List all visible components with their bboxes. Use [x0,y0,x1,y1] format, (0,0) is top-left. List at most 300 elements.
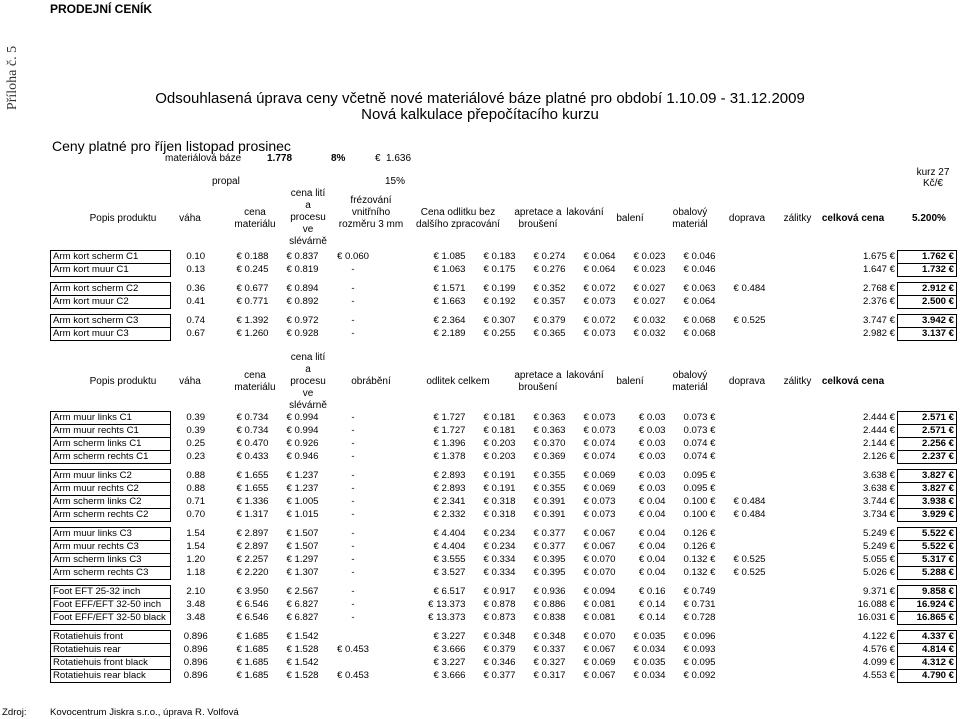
price-cell: € 0.878 [483,599,516,610]
material-base-value: 1.778 [267,153,293,164]
price-cell: € 0.276 [533,264,566,275]
t2-header-weight: váha [179,376,201,387]
price-cell: € 1.378 [433,451,466,462]
price-cell: € 1.237 [286,483,319,494]
price-cell: 1.54 [186,528,206,539]
price-cell [718,612,768,625]
price-cell: € 0.074 [583,438,616,449]
price-cell: 0.13 [186,264,206,275]
product-name-cell: Arm kort scherm C1 [51,251,171,264]
price-cell: 5.055 € [862,554,895,565]
price-cell: € 0.027 [633,283,666,294]
price-cell: € 0.234 [483,528,516,539]
price-cell: 0.39 [186,412,206,423]
t2-header-casting-total: odlitek celkem [426,376,490,387]
price-cell: € 1.336 [236,496,269,507]
table-row [51,496,957,509]
price-cell: - [351,528,355,539]
price-cell: € 0.838 [533,612,566,623]
price-cell: € 2.897 [236,541,269,552]
price-cell: € 0.183 [483,251,516,262]
price-cell: € 0.348 [483,631,516,642]
price-cell: € 0.064 [583,264,616,275]
price-cell: € 0.731 [683,599,716,610]
table-row [51,528,957,541]
price-cell: € 2.893 [433,470,466,481]
price-cell: € 1.542 [286,631,319,642]
price-cell: € 4.404 [433,528,466,539]
price-cell: 5.249 € [862,528,895,539]
price-cell: 4.099 € [862,657,895,668]
price-cell: - [351,296,355,307]
table-row [51,315,957,328]
price-cell [718,425,768,438]
price-cell: € 3.527 [433,567,466,578]
source-text: Kovocentrum Jiskra s.r.o., úprava R. Volfová [50,707,239,718]
price-cell: € 0.096 [683,631,716,642]
price-cell: € 0.395 [533,554,566,565]
price-cell: € 1.528 [286,670,319,681]
price-cell: 0.126 € [683,528,716,539]
product-name-cell: Arm scherm rechts C2 [51,509,171,522]
price-cell: € 1.685 [236,631,269,642]
price-cell: € 0.484 [733,509,766,520]
price-cell: € 0.073 [583,296,616,307]
material-calc-value: 1.636 [386,153,412,164]
price-cell: € 0.063 [683,283,716,294]
price-cell: € 3.227 [433,631,466,642]
price-cell: € 0.064 [683,296,716,307]
price-cell [718,483,768,496]
price-cell: 1.20 [186,554,206,565]
document-subtitle: Nová kalkulace přepočítacího kurzu [361,106,599,123]
total-price-cell: 3.827 € [898,483,957,496]
price-cell: € 0.023 [633,251,666,262]
price-cell: € 2.189 [433,328,466,339]
price-cell: € 1.237 [286,470,319,481]
price-cell [718,470,768,483]
product-name-cell: Arm muur rechts C1 [51,425,171,438]
total-price-cell: 4.337 € [898,631,957,644]
total-price-cell: 9.858 € [898,586,957,599]
attachment-label: Příloha č. 5 [5,45,20,111]
price-cell: € 2.220 [236,567,269,578]
price-cell: - [351,496,355,507]
price-cell: € 0.067 [583,528,616,539]
table-row [51,412,957,425]
price-table-1 [50,250,957,341]
price-cell: € 2.364 [433,315,466,326]
price-cell: 0.095 € [683,470,716,481]
price-cell: € 6.546 [236,599,269,610]
document-title: Odsouhlasená úprava ceny včetně nové materiálové báze platné pro období 1.10.09 - 31.12.2009 [155,90,805,107]
total-price-cell: 3.137 € [898,328,957,341]
product-name-cell: Arm kort muur C2 [51,296,171,309]
price-cell: € 1.063 [433,264,466,275]
total-price-cell: 3.929 € [898,509,957,522]
table-row [51,328,957,341]
price-cell: € 0.734 [236,425,269,436]
price-cell: € 3.227 [433,657,466,668]
t2-header-packing: balení [616,376,644,387]
total-price-cell: 1.732 € [898,264,957,277]
price-cell [718,438,768,451]
price-cell: € 0.03 [638,470,666,481]
price-cell: 2.10 [186,586,206,597]
price-cell: 3.638 € [862,470,895,481]
price-cell: 0.896 [183,644,208,655]
price-period-heading: Ceny platné pro říjen listopad prosinec [52,138,291,154]
table-row [51,296,957,309]
price-cell: € 1.685 [236,644,269,655]
price-cell: € 0.191 [483,470,516,481]
price-cell: € 0.034 [633,644,666,655]
t1-header-packaging-material: obalový materiál [672,207,708,230]
price-cell: € 0.928 [286,328,319,339]
table-row [51,554,957,567]
price-cell [718,631,768,644]
price-cell: 16.031 € [857,612,895,623]
price-cell: € 0.355 [533,470,566,481]
t1-header-casting-price: Cena odlitku bez dalšího zpracování [416,207,500,230]
t1-header-weight: váha [179,213,201,224]
table-row [51,644,957,657]
price-cell: € 0.317 [533,670,566,681]
price-cell: € 0.391 [533,496,566,507]
price-cell: € 0.926 [286,438,319,449]
price-cell: € 0.175 [483,264,516,275]
product-name-cell: Arm muur links C1 [51,412,171,425]
price-cell [718,670,768,683]
t2-header-total: celková cena [821,376,885,387]
price-cell: € 0.032 [633,315,666,326]
price-cell: € 0.073 [583,496,616,507]
total-price-cell: 2.500 € [898,296,957,309]
table-row [51,631,957,644]
price-cell: € 0.03 [638,451,666,462]
price-cell: € 0.203 [483,438,516,449]
price-cell: € 1.307 [286,567,319,578]
price-cell: € 0.892 [286,296,319,307]
price-cell: 2.982 € [862,328,895,339]
price-cell: € 1.297 [286,554,319,565]
t1-header-casting: cena lití a procesu ve slévárně [289,188,327,247]
price-cell [718,657,768,670]
price-cell: € 0.046 [683,251,716,262]
price-cell: € 0.734 [236,412,269,423]
price-cell: - [351,451,355,462]
price-cell: € 0.245 [236,264,269,275]
price-cell: € 0.318 [483,496,516,507]
t1-header-total: celková cena [821,213,885,224]
price-cell: € 0.16 [638,586,666,597]
price-cell: € 0.365 [533,328,566,339]
price-cell: € 0.377 [533,541,566,552]
total-price-cell: 2.571 € [898,425,957,438]
total-price-cell: 1.762 € [898,251,957,264]
price-cell: € 0.327 [533,657,566,668]
price-cell: 4.122 € [862,631,895,642]
table-row [51,541,957,554]
t2-header-painting: lakování [566,370,604,381]
t1-header-painting: lakování [566,207,604,218]
price-cell: € 0.369 [533,451,566,462]
price-cell: € 1.015 [286,509,319,520]
price-cell: 0.39 [186,425,206,436]
price-cell: € 0.391 [533,509,566,520]
table-row [51,451,957,464]
total-price-cell: 2.912 € [898,283,957,296]
price-cell: - [351,483,355,494]
price-table-2 [50,411,957,683]
price-cell [718,412,768,425]
price-cell: € 0.234 [483,541,516,552]
price-cell: € 0.771 [236,296,269,307]
price-cell: € 0.274 [533,251,566,262]
price-cell: 0.095 € [683,483,716,494]
price-cell: € 0.070 [583,631,616,642]
price-cell: € 0.070 [583,567,616,578]
price-cell: € 0.728 [683,612,716,623]
price-cell: 0.073 € [683,425,716,436]
propal-label: propal [212,176,240,187]
price-cell: € 0.357 [533,296,566,307]
table-row [51,470,957,483]
exchange-rate-label: kurz 27 Kč/€ [916,167,950,189]
product-name-cell: Foot EFF/EFT 32-50 black [51,612,171,625]
price-cell: - [351,586,355,597]
price-cell [718,586,768,599]
price-cell: € 0.027 [633,296,666,307]
price-cell: € 3.666 [433,670,466,681]
table-row [51,251,957,264]
price-cell: 0.132 € [683,567,716,578]
price-cell: € 0.307 [483,315,516,326]
price-cell: € 1.392 [236,315,269,326]
price-cell: € 0.946 [286,451,319,462]
material-base-label: materiálová báze [165,153,242,164]
total-price-cell: 4.312 € [898,657,957,670]
t2-header-transport: doprava [728,376,766,387]
price-cell: 0.100 € [683,509,716,520]
price-cell: 1.54 [186,541,206,552]
price-cell: 0.71 [186,496,206,507]
price-cell: € 0.068 [683,315,716,326]
price-cell: € 0.074 [583,451,616,462]
price-cell: - [351,612,355,623]
price-cell: € 0.073 [583,328,616,339]
price-cell: € 0.994 [286,425,319,436]
table-row [51,612,957,625]
price-cell: 2.444 € [862,412,895,423]
price-cell: - [351,438,355,449]
price-cell: € 2.567 [286,586,319,597]
price-cell: € 0.379 [533,315,566,326]
price-cell: € 0.318 [483,509,516,520]
price-cell: € 1.663 [433,296,466,307]
price-cell [718,296,768,309]
price-cell: € 1.685 [236,657,269,668]
euro-symbol: € [375,153,381,164]
price-cell: - [351,470,355,481]
price-cell: 4.576 € [862,644,895,655]
price-cell: € 0.188 [236,251,269,262]
price-cell: - [351,425,355,436]
table-row [51,483,957,496]
price-cell: € 0.072 [583,283,616,294]
price-cell: 2.768 € [862,283,895,294]
product-name-cell: Rotatiehuis rear black [51,670,171,683]
table-row [51,509,957,522]
total-price-cell: 5.317 € [898,554,957,567]
price-cell: € 6.827 [286,612,319,623]
price-cell: € 0.525 [733,554,766,565]
price-cell: € 0.023 [633,264,666,275]
price-cell [718,644,768,657]
price-cell: € 0.067 [583,670,616,681]
price-cell: € 0.199 [483,283,516,294]
table-row [51,567,957,580]
price-cell: € 0.917 [483,586,516,597]
price-cell: € 1.655 [236,483,269,494]
price-cell: € 0.886 [533,599,566,610]
price-cell: - [351,599,355,610]
price-cell [718,599,768,612]
total-price-cell: 16.865 € [898,612,957,625]
price-cell: € 0.181 [483,412,516,423]
price-cell: € 0.873 [483,612,516,623]
price-cell: € 0.14 [638,612,666,623]
price-cell: € 0.972 [286,315,319,326]
t2-header-finishing: apretace a broušení [514,370,562,393]
price-cell: 3.744 € [862,496,895,507]
total-price-cell: 3.942 € [898,315,957,328]
table-row [51,657,957,670]
price-cell: € 0.363 [533,425,566,436]
price-cell: € 6.827 [286,599,319,610]
price-cell: € 0.073 [583,425,616,436]
price-cell: € 2.893 [433,483,466,494]
price-cell: 0.074 € [683,438,716,449]
price-cell: € 0.346 [483,657,516,668]
price-cell [321,631,386,644]
price-cell [718,528,768,541]
price-cell: € 0.092 [683,670,716,681]
price-cell: € 1.507 [286,528,319,539]
product-name-cell: Arm kort scherm C2 [51,283,171,296]
price-cell: € 0.060 [336,251,369,262]
price-cell [321,657,386,670]
price-cell: € 1.005 [286,496,319,507]
price-cell: € 1.727 [433,412,466,423]
source-label: Zdroj: [2,707,27,718]
price-cell: € 0.395 [533,567,566,578]
product-name-cell: Arm kort muur C1 [51,264,171,277]
product-name-cell: Arm scherm rechts C3 [51,567,171,580]
price-cell: € 0.337 [533,644,566,655]
price-cell: € 0.936 [533,586,566,597]
t2-header-packaging-material: obalový materiál [672,370,708,393]
price-cell: € 0.04 [638,509,666,520]
exchange-rate-pct: 5.200% [912,213,946,224]
table-row [51,425,957,438]
price-cell: € 1.542 [286,657,319,668]
price-cell: € 0.073 [583,412,616,423]
price-cell: € 0.034 [633,670,666,681]
total-price-cell: 4.814 € [898,644,957,657]
price-cell [718,451,768,464]
total-price-cell: 2.571 € [898,412,957,425]
price-cell: € 0.03 [638,412,666,423]
price-cell: € 0.379 [483,644,516,655]
product-name-cell: Arm kort muur C3 [51,328,171,341]
price-cell: 0.10 [186,251,206,262]
price-cell: € 0.255 [483,328,516,339]
price-cell: 0.23 [186,451,206,462]
price-cell: 3.638 € [862,483,895,494]
price-cell: € 1.085 [433,251,466,262]
product-name-cell: Foot EFF/EFT 32-50 inch [51,599,171,612]
t2-header-casting: cena lití a procesu ve slévárně [289,352,327,411]
price-cell: € 0.03 [638,438,666,449]
price-cell: € 0.819 [286,264,319,275]
price-cell: € 3.666 [433,644,466,655]
price-cell: € 0.377 [483,670,516,681]
price-cell: € 0.073 [583,509,616,520]
price-cell: 4.553 € [862,670,895,681]
price-cell: - [351,554,355,565]
price-cell: € 0.067 [583,644,616,655]
product-name-cell: Arm scherm links C2 [51,496,171,509]
t2-header-inserts: zálitky [783,376,812,387]
price-cell [718,264,768,277]
price-cell: € 2.257 [236,554,269,565]
total-price-cell: 3.827 € [898,470,957,483]
price-cell: € 0.081 [583,599,616,610]
price-cell: 0.132 € [683,554,716,565]
product-name-cell: Rotatiehuis front black [51,657,171,670]
t1-header-finishing: apretace a broušení [514,207,562,230]
price-cell: € 0.894 [286,283,319,294]
price-cell: € 1.685 [236,670,269,681]
price-cell: € 3.950 [236,586,269,597]
price-cell: € 0.749 [683,586,716,597]
price-cell: 2.144 € [862,438,895,449]
price-cell: € 2.897 [236,528,269,539]
price-cell: € 0.035 [633,631,666,642]
price-cell: - [351,509,355,520]
product-name-cell: Arm muur rechts C3 [51,541,171,554]
price-cell: € 0.094 [583,586,616,597]
t1-header-inserts: zálitky [783,213,812,224]
price-cell: € 0.068 [683,328,716,339]
t2-header-material-price: cena materiálu [234,370,276,393]
price-cell: 0.896 [183,670,208,681]
price-cell: € 1.507 [286,541,319,552]
price-cell: € 0.04 [638,554,666,565]
table-row [51,586,957,599]
product-name-cell: Rotatiehuis front [51,631,171,644]
price-cell: 0.41 [186,296,206,307]
table-row [51,264,957,277]
price-cell: € 13.373 [428,612,466,623]
price-cell: 1.675 € [862,251,895,262]
price-cell: 0.67 [186,328,206,339]
propal-pct: 15% [385,176,406,187]
price-cell: € 1.727 [433,425,466,436]
table-row [51,283,957,296]
price-cell: € 0.192 [483,296,516,307]
